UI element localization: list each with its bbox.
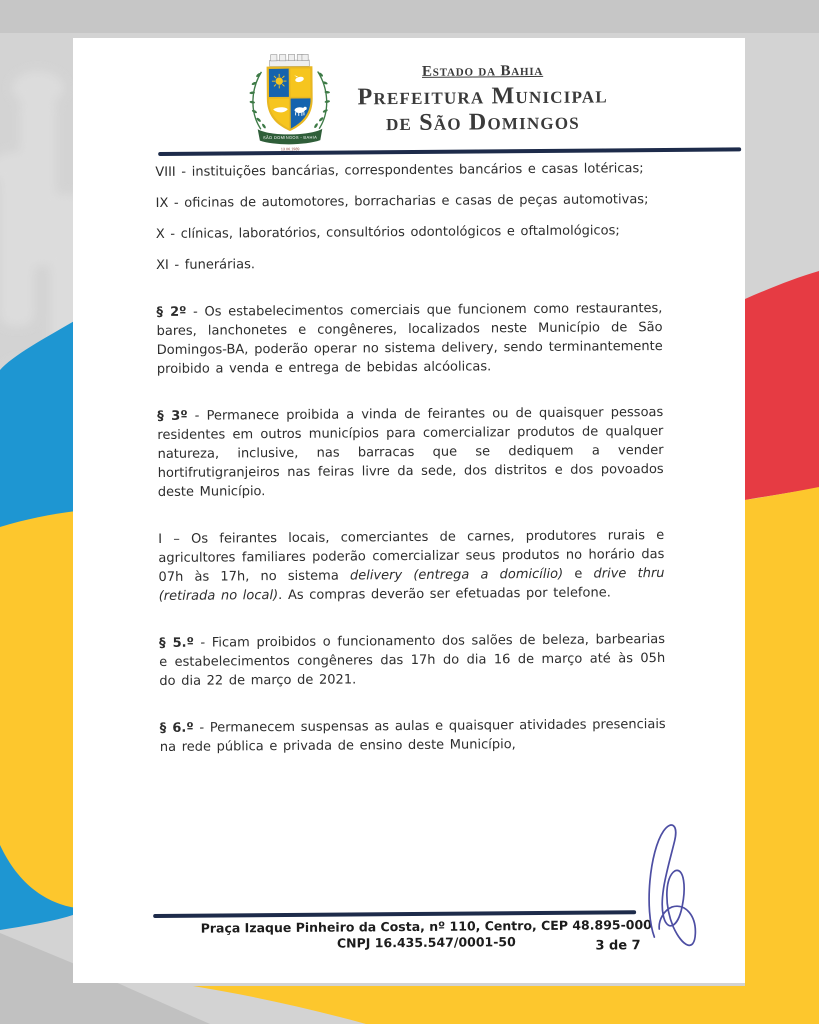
- text-segment: § 6.º: [159, 720, 194, 736]
- text-segment: . As compras deverão ser efetuadas por telefone.: [278, 585, 611, 604]
- text-segment: VIII - instituições bancárias, correspondentes bancários e casas lotéricas;: [155, 161, 644, 180]
- footer-address: Praça Izaque Pinheiro da Costa, nº 110, Centro, CEP 48.895-000: [200, 917, 652, 936]
- sun-icon: [272, 74, 287, 89]
- text-segment: IX - oficinas de automotores, borracharias e casas de peças automotivas;: [155, 192, 649, 211]
- text-segment: drive thru (retirada no local): [158, 565, 665, 604]
- text-segment: delivery (entrega a domicílio): [349, 566, 564, 584]
- ribbon-banner: [258, 129, 323, 145]
- text-segment: - Permanece proibida a vinda de feirantes ou de quaisquer pessoas residentes em outros municípios para comercializar produtos de qualquer natureza, inclusive, nas barracas que se dediquem a vender hortifrutigranjeiros nas feiras livre da sede, dos distritos e dos povoados deste Município.: [157, 405, 664, 500]
- paragraph-6: [160, 715, 666, 757]
- item-x: [156, 221, 662, 244]
- top-gray-band: [0, 0, 819, 33]
- text-segment: - Ficam proibidos o funcionamento dos salões de beleza, barbearias e estabelecimentos congêneres das 17h do dia 16 de março até às 05h do dia 22 de março de 2021.: [159, 631, 666, 689]
- text-segment: - Permanecem suspensas as aulas e quaisquer atividades presenciais na rede pública e privada de ensino deste Município,: [159, 716, 666, 755]
- paragraph-5: [159, 630, 665, 691]
- signature-scribble: [641, 817, 704, 965]
- text-segment: § 5.º: [158, 635, 194, 651]
- text-segment: e: [563, 566, 594, 582]
- item-xi: [156, 252, 662, 275]
- footer-rule: [153, 910, 636, 917]
- text-segment: XI - funerárias.: [156, 257, 256, 273]
- footer-cnpj: CNPJ 16.435.547/0001-50: [336, 934, 516, 951]
- crest-date-text: 13.06.1989: [280, 147, 300, 152]
- scan-tilt-wrapper: [69, 35, 748, 985]
- text-segment: § 3º: [157, 408, 188, 424]
- ribbon-text: SÃO DOMINGOS - BAHIA: [262, 134, 318, 141]
- document-body: [155, 159, 666, 769]
- page-number: 3 de 7: [595, 938, 641, 954]
- item-ix: [156, 190, 662, 213]
- text-segment: § 2º: [156, 304, 187, 320]
- yellow-left-blob: [0, 511, 76, 908]
- text-segment: I – Os feirantes locais, comerciantes de carnes, produtores rurais e agricultores familiares poderão comercializar seus produtos no horário das 07h às 17h, no sistema: [158, 527, 665, 585]
- text-segment: X - clínicas, laboratórios, consultórios odontológicos e oftalmológicos;: [155, 223, 620, 242]
- text-segment: - Os estabelecimentos comerciais que funcionem como restaurantes, bares, lanchonetes e congêneres, localizados neste Município de São Domingos-BA, poderão operar no sistema delivery, sendo terminantemente proibido a venda e entrega de bebidas alcóolicas.: [156, 301, 663, 377]
- item-viii: [155, 159, 661, 182]
- crown-icon: [270, 54, 310, 66]
- item-i: [158, 526, 665, 606]
- shield-icon: [267, 66, 313, 131]
- state-title: Estado da Bahia: [421, 62, 544, 80]
- paragraph-2: [156, 299, 663, 379]
- letterhead: [317, 62, 648, 137]
- paragraph-3: [157, 403, 664, 502]
- red-blob: [745, 271, 819, 500]
- municipality-title-line1: Prefeitura Municipal: [357, 82, 608, 111]
- municipality-title-line2: de São Domingos: [385, 108, 580, 137]
- document-page: [73, 38, 745, 983]
